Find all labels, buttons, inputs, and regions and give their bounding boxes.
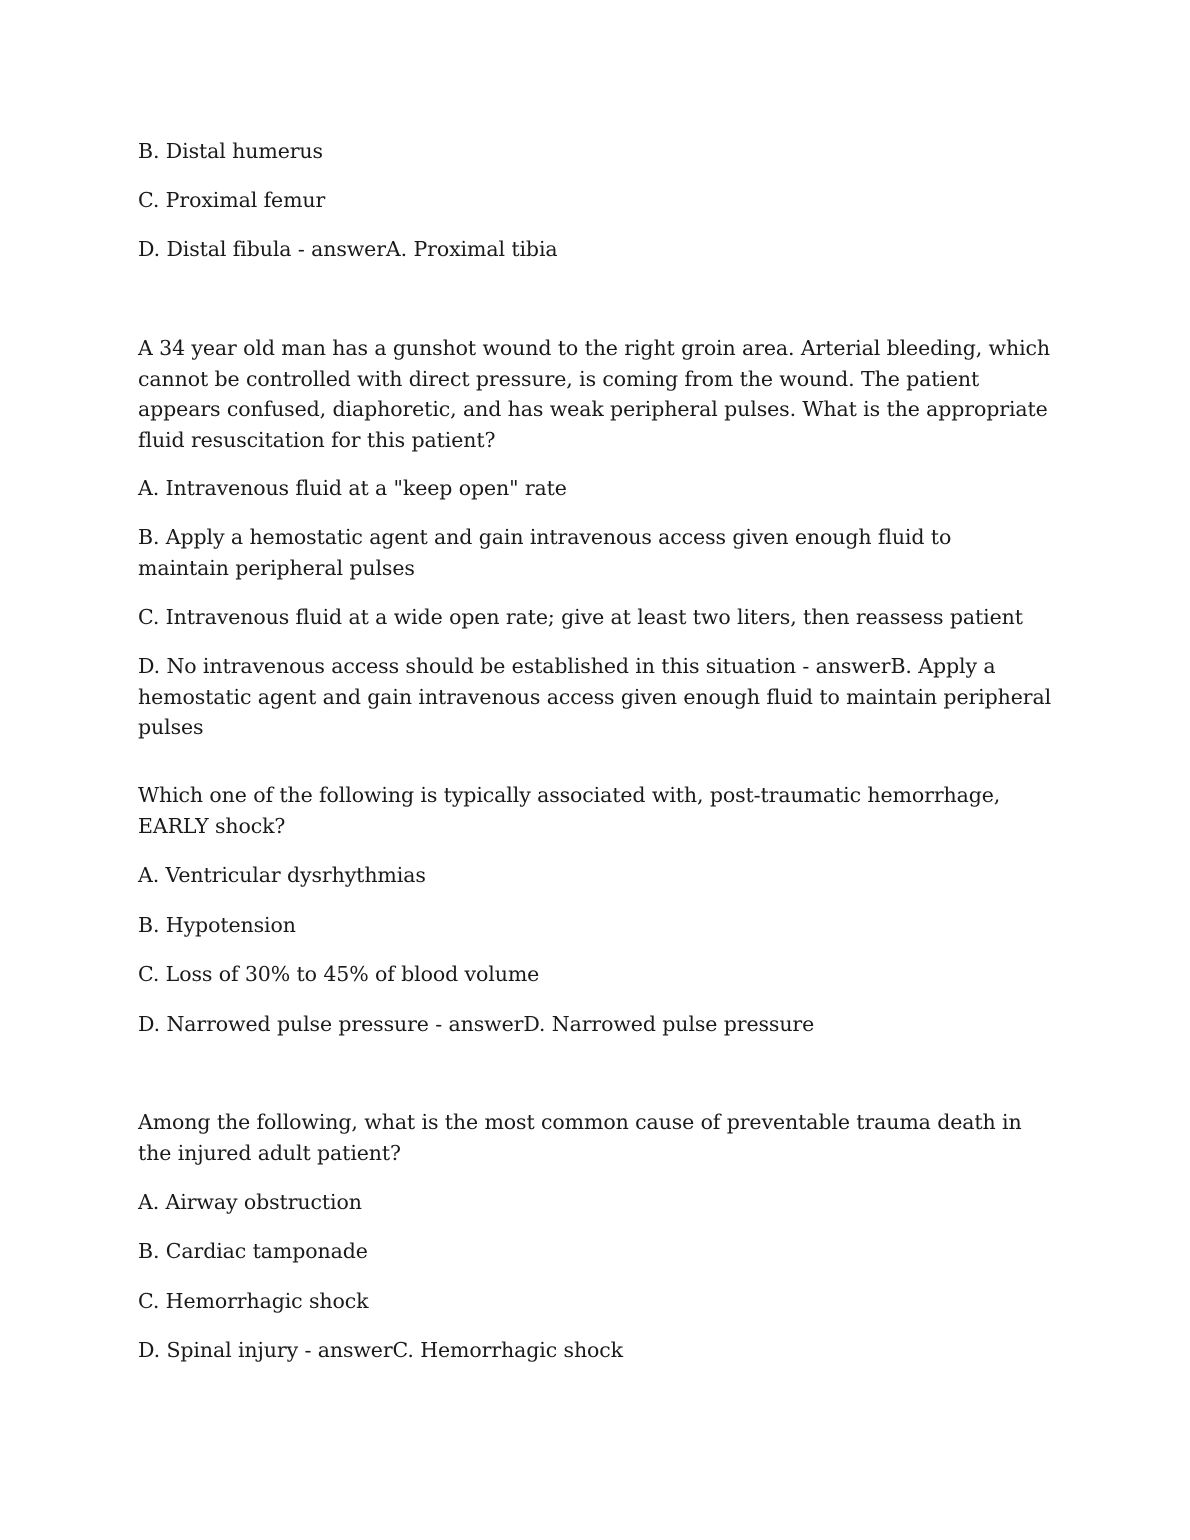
q1-question: A 34 year old man has a gunshot wound to the right groin area. Arterial bleeding, which cannot be controlled with direct pressure, is coming from the wound. The patient appears confused, diaphoretic, and has weak peripheral pulses. What is the appropriate fluid resuscitation for this patient? [138, 336, 1051, 452]
q0-option-b: B. Distal humerus [138, 139, 323, 163]
q1-option-d-answer: D. No intravenous access should be established in this situation - answerB. Apply a hemostatic agent and gain intravenous access given enough fluid to maintain peripheral pulses [138, 654, 1052, 739]
q3-question: Among the following, what is the most common cause of preventable trauma death in the injured adult patient? [138, 1110, 1022, 1165]
q2-option-c: C. Loss of 30% to 45% of blood volume [138, 962, 540, 986]
q2-option-d-answer: D. Narrowed pulse pressure - answerD. Narrowed pulse pressure [138, 1012, 815, 1036]
q0-option-c: C. Proximal femur [138, 188, 326, 212]
q0-option-d-answer: D. Distal fibula - answerA. Proximal tibia [138, 237, 558, 261]
q2-question: Which one of the following is typically associated with, post-traumatic hemorrhage, EARLY shock? [138, 783, 1001, 838]
q2-option-a: A. Ventricular dysrhythmias [138, 863, 426, 887]
q3-option-d-answer: D. Spinal injury - answerC. Hemorrhagic shock [138, 1338, 623, 1362]
q3-option-c: C. Hemorrhagic shock [138, 1289, 369, 1313]
q2-option-b: B. Hypotension [138, 913, 296, 937]
q1-option-b: B. Apply a hemostatic agent and gain intravenous access given enough fluid to maintain peripheral pulses [138, 525, 952, 580]
q3-option-b: B. Cardiac tamponade [138, 1239, 368, 1263]
q3-option-a: A. Airway obstruction [138, 1190, 362, 1214]
q1-option-c: C. Intravenous fluid at a wide open rate; give at least two liters, then reassess patient [138, 605, 1023, 629]
q1-option-a: A. Intravenous fluid at a "keep open" rate [138, 476, 567, 500]
